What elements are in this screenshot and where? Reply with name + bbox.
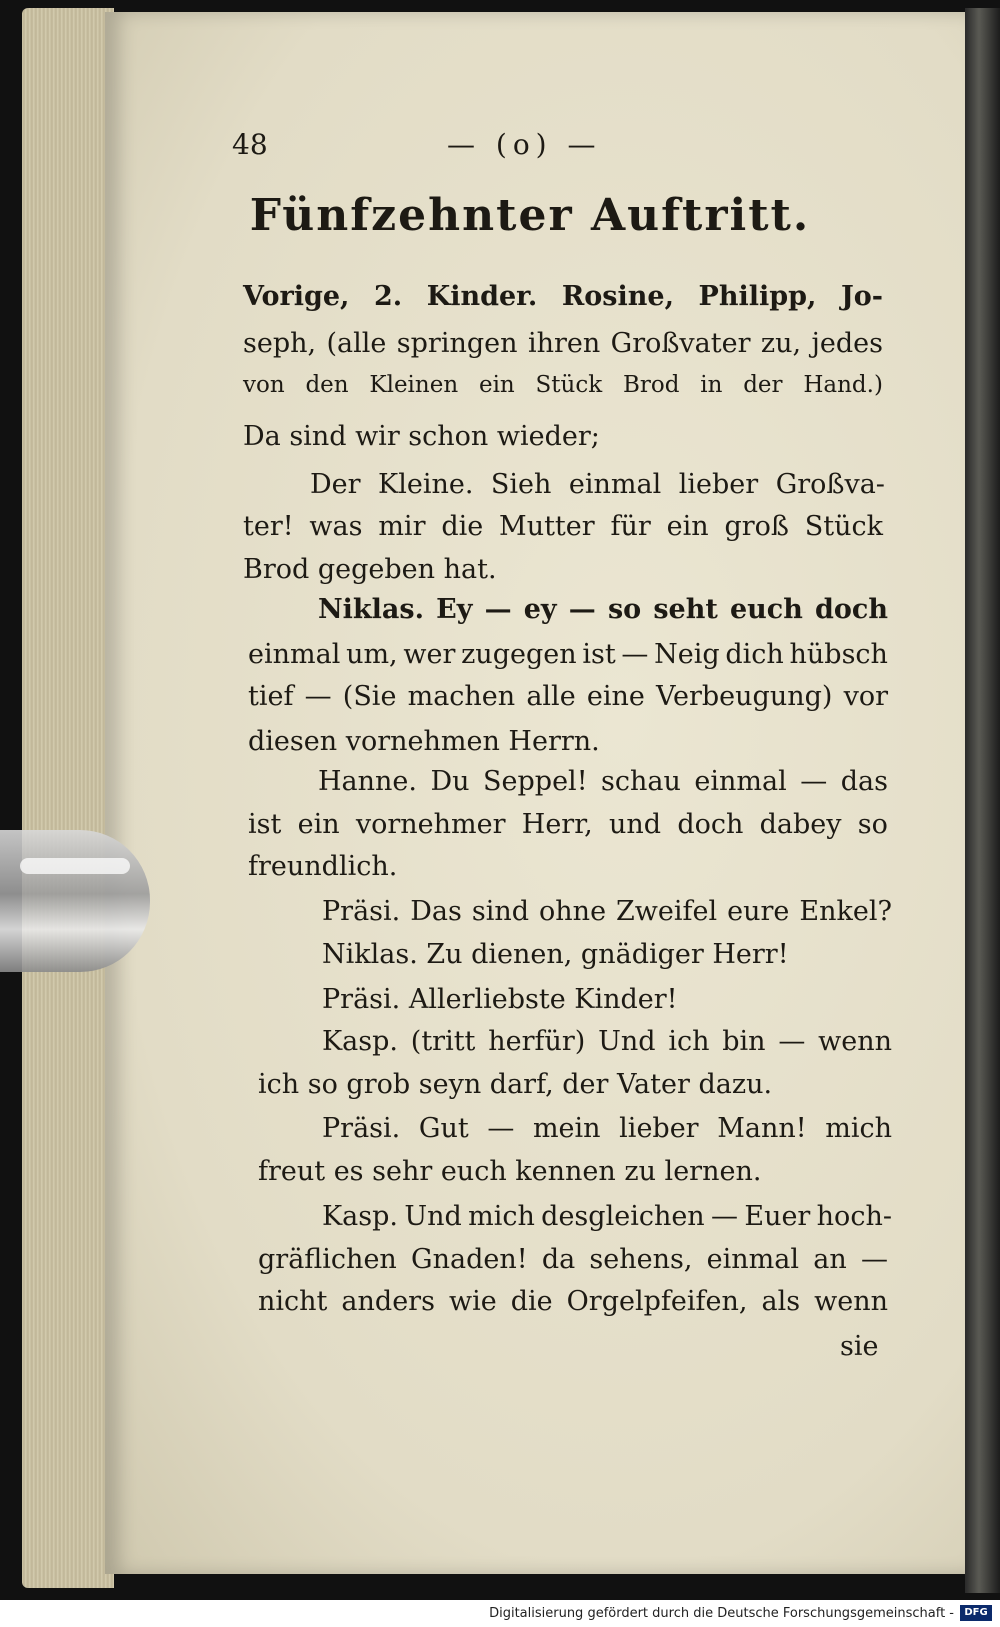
text-line-content [243, 368, 883, 402]
word: — [621, 639, 649, 670]
word: Und [598, 1026, 656, 1057]
word: Kasp. [322, 1026, 398, 1057]
word: was [309, 511, 363, 542]
word: Ey [436, 594, 473, 625]
text-line-content [243, 280, 883, 314]
word: gräflichen [258, 1244, 397, 1275]
word: einmal [706, 1244, 800, 1275]
text-line-content: freut es sehr euch kennen zu lernen. [258, 1156, 762, 1187]
word: Mann! [717, 1113, 807, 1144]
word: ich [668, 1026, 710, 1057]
word: Verbeugung) [655, 681, 833, 712]
word: wenn [818, 1026, 892, 1057]
word: Herr, [521, 809, 593, 840]
word: ist [248, 809, 282, 840]
word: ter! [243, 511, 294, 542]
text-line-content: Präsi. Allerliebste Kinder! [322, 984, 678, 1015]
book-gutter [965, 8, 1000, 1593]
word: so [857, 809, 888, 840]
word: zu, [760, 328, 802, 359]
text-line-content [322, 1025, 892, 1059]
word: ihren [527, 328, 601, 359]
word: mir [378, 511, 426, 542]
word: für [610, 511, 651, 542]
word: eure [727, 896, 790, 927]
word: einmal [568, 469, 662, 500]
word: die [441, 511, 484, 542]
word: lieber [619, 1113, 699, 1144]
page-edges [22, 8, 114, 1588]
word: einmal [694, 766, 787, 797]
word: Präsi. [322, 896, 401, 927]
text-line-content [248, 638, 888, 672]
word: zugegen [461, 639, 577, 670]
text-line-content [310, 468, 885, 502]
word: an [813, 1244, 847, 1275]
text-line-content: freundlich. [248, 851, 398, 882]
word: desgleichen [541, 1201, 705, 1232]
footer-credit: Digitalisierung gefördert durch die Deutsche Forschungsgemeinschaft - [489, 1606, 954, 1621]
word: Kleinen [369, 372, 459, 398]
word: dich [725, 639, 784, 670]
word: (Sie [342, 681, 397, 712]
word: Großvater [610, 328, 751, 359]
word: Gnaden! [411, 1244, 528, 1275]
word: euch [729, 594, 803, 625]
running-head: — (o) — [447, 128, 602, 161]
word: seht [653, 594, 718, 625]
word: der [743, 372, 783, 398]
word: hoch- [816, 1201, 892, 1232]
word: Rosine, [561, 281, 674, 312]
word: Sieh [490, 469, 552, 500]
word: wer [403, 639, 456, 670]
word: (alle [326, 328, 387, 359]
word: herfür) [488, 1026, 586, 1057]
word: Zweifel [616, 896, 718, 927]
word: — [778, 1026, 806, 1057]
word: eine [586, 681, 645, 712]
word: Großva- [775, 469, 885, 500]
word: um, [346, 639, 398, 670]
word: Kasp. [322, 1201, 398, 1232]
word: ein [478, 372, 515, 398]
word: Stück [535, 372, 603, 398]
word: einmal [248, 639, 341, 670]
text-line-content [248, 680, 888, 714]
word: — [484, 594, 512, 625]
word: — [568, 594, 596, 625]
word: — [860, 1244, 888, 1275]
text-line-content [258, 1243, 888, 1277]
word: Hand.) [803, 372, 883, 398]
text-line-content [243, 327, 883, 361]
word: die [510, 1286, 553, 1317]
word: — [711, 1201, 739, 1232]
word: seph, [243, 328, 317, 359]
word: Kleine. [378, 469, 474, 500]
text-line-content [318, 593, 888, 627]
word: vor [843, 681, 888, 712]
word: Gut [418, 1113, 469, 1144]
text-line-content [322, 895, 892, 929]
word: von [243, 372, 285, 398]
word: mein [532, 1113, 601, 1144]
word: — [800, 766, 828, 797]
word: Kinder. [426, 281, 538, 312]
word: mich [825, 1113, 892, 1144]
word: Euer [744, 1201, 811, 1232]
text-line-content [243, 510, 883, 544]
word: bin [722, 1026, 766, 1057]
word: ein [666, 511, 709, 542]
word: Jo- [840, 281, 883, 312]
word: Orgelpfeifen, [566, 1286, 748, 1317]
word: tief [248, 681, 294, 712]
word: machen [407, 681, 516, 712]
text-line-content: Niklas. Zu dienen, gnädiger Herr! [322, 939, 789, 970]
word: (tritt [410, 1026, 476, 1057]
word: springen [396, 328, 518, 359]
word: als [761, 1286, 801, 1317]
text-line-content [258, 1285, 888, 1319]
word: Niklas. [318, 594, 424, 625]
word: Du [430, 766, 470, 797]
text-line-content: Brod gegeben hat. [243, 554, 497, 585]
word: wenn [814, 1286, 888, 1317]
word: in [700, 372, 723, 398]
word: doch [815, 594, 888, 625]
text-line-content: diesen vornehmen Herrn. [248, 726, 600, 757]
text-line-content [322, 1200, 892, 1234]
word: Das [410, 896, 462, 927]
text-line-content: sie [840, 1331, 879, 1362]
word: Präsi. [322, 1113, 401, 1144]
word: sind [471, 896, 530, 927]
word: Vorige, [243, 281, 350, 312]
word: sehens, [589, 1244, 693, 1275]
word: Und [404, 1201, 462, 1232]
word: da [541, 1244, 576, 1275]
word: groß [724, 511, 789, 542]
word: dabey [759, 809, 842, 840]
page-clip [0, 830, 150, 972]
word: Stück [804, 511, 883, 542]
word: lieber [678, 469, 759, 500]
footer-bar [0, 1600, 1000, 1627]
word: — [304, 681, 332, 712]
word: nicht [258, 1286, 328, 1317]
text-line-content [322, 1112, 892, 1146]
word: Hanne. [318, 766, 417, 797]
word: jedes [811, 328, 883, 359]
text-line-content [318, 765, 888, 799]
word: 2. [373, 281, 403, 312]
scene-title: Fünfzehnter Auftritt. [249, 190, 811, 241]
word: Neig [654, 639, 720, 670]
word: mich [468, 1201, 535, 1232]
word: — [487, 1113, 515, 1144]
word: und [609, 809, 662, 840]
word: ein [297, 809, 340, 840]
word: ohne [539, 896, 607, 927]
word: Brod [622, 372, 680, 398]
word: das [840, 766, 888, 797]
text-line-content: ich so grob seyn darf, der Vater dazu. [258, 1069, 773, 1100]
word: ist [582, 639, 616, 670]
word: den [305, 372, 349, 398]
word: vornehmer [355, 809, 506, 840]
word: anders [341, 1286, 435, 1317]
word: wie [448, 1286, 497, 1317]
word: Der [310, 469, 361, 500]
word: Enkel? [799, 896, 892, 927]
page-number: 48 [232, 128, 268, 161]
word: alle [526, 681, 576, 712]
text-line-content [248, 808, 888, 842]
word: Philipp, [698, 281, 817, 312]
word: schau [601, 766, 681, 797]
word: hübsch [789, 639, 888, 670]
word: Mutter [499, 511, 595, 542]
dfg-logo-icon: DFG [960, 1605, 992, 1621]
text-line-content: Da sind wir schon wieder; [243, 421, 600, 452]
word: so [607, 594, 642, 625]
word: Seppel! [483, 766, 588, 797]
word: doch [677, 809, 744, 840]
page-clip-shine [20, 858, 130, 874]
word: ey [523, 594, 557, 625]
